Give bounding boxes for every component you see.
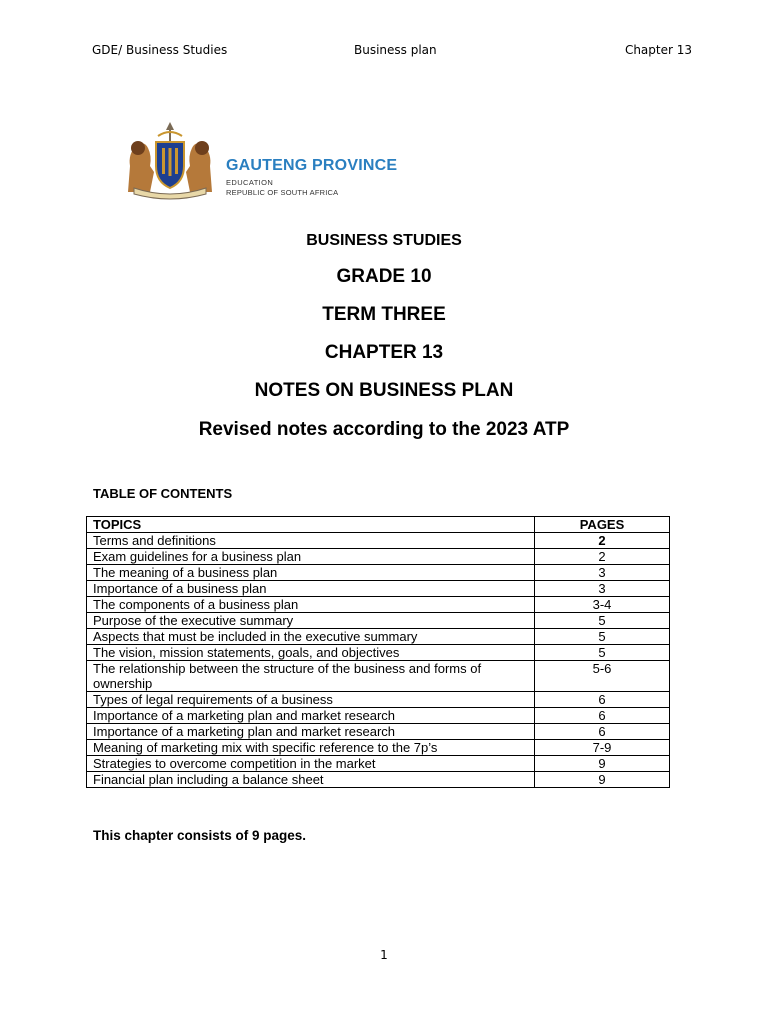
toc-pages: 5 [535, 613, 670, 629]
toc-topic: Importance of a marketing plan and market research [87, 708, 535, 724]
toc-topic: Terms and definitions [87, 533, 535, 549]
toc-topic: Importance of a business plan [87, 581, 535, 597]
chapter-page-count: This chapter consists of 9 pages. [93, 828, 307, 843]
page-number: 1 [380, 948, 388, 962]
table-row [87, 565, 670, 581]
toc-topic: The vision, mission statements, goals, and objectives [87, 645, 535, 661]
toc-topic: The relationship between the structure of the business and forms of ownership [87, 661, 535, 692]
table-row [87, 597, 670, 613]
table-row [87, 645, 670, 661]
table-row [87, 772, 670, 788]
table-row [87, 708, 670, 724]
toc-topic: Purpose of the executive summary [87, 613, 535, 629]
toc-topic: Types of legal requirements of a business [87, 692, 535, 708]
gauteng-logo [120, 122, 398, 200]
department-name: EDUCATION [226, 178, 274, 187]
province-name: GAUTENG PROVINCE [226, 157, 398, 174]
toc-topic: Importance of a marketing plan and market research [87, 724, 535, 740]
toc-pages: 6 [535, 708, 670, 724]
header-left: GDE/ Business Studies [92, 43, 228, 57]
toc-pages: 5 [535, 645, 670, 661]
toc-pages: 3 [535, 581, 670, 597]
toc-topic: The components of a business plan [87, 597, 535, 613]
subject-title: BUSINESS STUDIES [306, 232, 462, 249]
table-row [87, 613, 670, 629]
toc-topic: Financial plan including a balance sheet [87, 772, 535, 788]
toc-pages: 6 [535, 692, 670, 708]
table-row [87, 549, 670, 565]
table-row [87, 533, 670, 549]
toc-pages: 5-6 [535, 661, 670, 692]
toc-pages: 6 [535, 724, 670, 740]
toc-title: TABLE OF CONTENTS [93, 486, 233, 501]
country-name: REPUBLIC OF SOUTH AFRICA [226, 188, 339, 197]
table-row [87, 661, 670, 692]
toc-topic: Meaning of marketing mix with specific reference to the 7p’s [87, 740, 535, 756]
toc-pages: 7-9 [535, 740, 670, 756]
revision-title: Revised notes according to the 2023 ATP [198, 419, 570, 440]
toc-col-topics: TOPICS [87, 517, 535, 533]
term-title: TERM THREE [322, 304, 446, 325]
toc-table [86, 516, 670, 788]
toc-pages: 2 [535, 533, 670, 549]
toc-pages: 3-4 [535, 597, 670, 613]
toc-topic: Exam guidelines for a business plan [87, 549, 535, 565]
toc-topic: The meaning of a business plan [87, 565, 535, 581]
table-row [87, 740, 670, 756]
topic-title: NOTES ON BUSINESS PLAN [254, 380, 514, 401]
header-center: Business plan [354, 43, 437, 57]
table-row [87, 724, 670, 740]
toc-pages: 2 [535, 549, 670, 565]
page-header [92, 43, 692, 61]
coat-of-arms-icon [120, 122, 220, 200]
toc-header-row [87, 517, 670, 533]
table-row [87, 756, 670, 772]
toc-pages: 3 [535, 565, 670, 581]
toc-col-pages: PAGES [535, 517, 670, 533]
toc-pages: 5 [535, 629, 670, 645]
toc-pages: 9 [535, 756, 670, 772]
table-row [87, 692, 670, 708]
grade-title: GRADE 10 [336, 266, 432, 287]
toc-topic: Aspects that must be included in the executive summary [87, 629, 535, 645]
table-row [87, 629, 670, 645]
header-right: Chapter 13 [624, 43, 692, 57]
toc-topic: Strategies to overcome competition in the market [87, 756, 535, 772]
toc-pages: 9 [535, 772, 670, 788]
table-row [87, 581, 670, 597]
chapter-title: CHAPTER 13 [324, 342, 444, 363]
